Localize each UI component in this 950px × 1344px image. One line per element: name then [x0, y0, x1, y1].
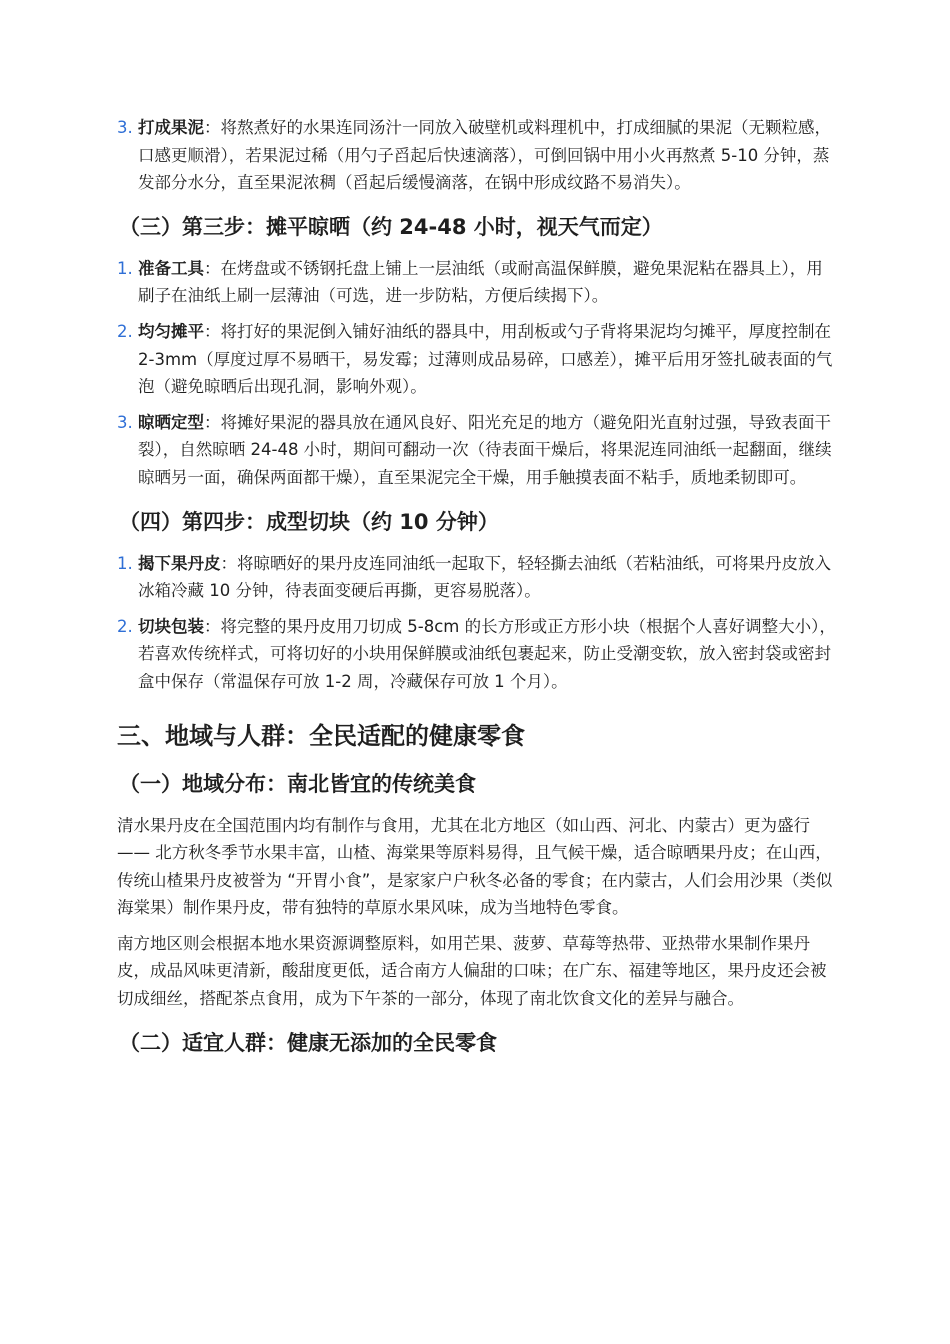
item-title: 晾晒定型 — [138, 412, 204, 432]
list-number: 2. — [117, 321, 133, 341]
step3-heading: （三）第三步：摊平晾晒（约 24-48 小时，视天气而定） — [119, 214, 663, 239]
region-paragraph-south: 南方地区则会根据本地水果资源调整原料，如用芒果、菠萝、草莓等热带、亚热带水果制作果丹皮，成品风味更清新，酸甜度更低，适合南方人偏甜的口味；在广东、福建等地区，果丹皮还会被切成细丝，搭配茶点食用，成为下午茶的一部分，体现了南北饮食文化的差异与融合。 — [117, 933, 827, 1009]
step4-list — [117, 550, 839, 696]
list-item — [117, 550, 839, 605]
audience-heading: （二）适宜人群：健康无添加的全民零食 — [119, 1030, 497, 1055]
list-item — [117, 114, 839, 197]
list-number: 3. — [117, 412, 133, 432]
document-page — [117, 114, 839, 1071]
item-title: 切块包装 — [138, 616, 204, 636]
region-paragraph-north: 清水果丹皮在全国范围内均有制作与食用，尤其在北方地区（如山西、河北、内蒙古）更为盛行 —— 北方秋冬季节水果丰富，山楂、海棠果等原料易得，且气候干燥，适合晾晒果丹皮；在山西，传统山楂果丹皮被誉为 “开胃小食”，是家家户户秋冬必备的零食；在内蒙古，人们会用沙果（类似海棠果）制作果丹皮，带有独特的草原水果风味，成为当地特色零食。 — [117, 815, 833, 918]
list-item — [117, 255, 839, 310]
step4-heading: （四）第四步：成型切块（约 10 分钟） — [119, 509, 499, 534]
item-title: 揭下果丹皮 — [138, 553, 221, 573]
list-number: 3. — [117, 118, 133, 137]
section3-heading: 三、地域与人群：全民适配的健康零食 — [117, 721, 525, 750]
step3-list — [117, 255, 839, 492]
item-title: 准备工具 — [138, 258, 204, 278]
item-text: ：将熬煮好的水果连同汤汁一同放入破壁机或料理机中，打成细腻的果泥（无颗粒感，口感更顺滑），若果泥过稀（用勺子舀起后快速滴落），可倒回锅中用小火再熬煮 5-10 分钟，蒸发部分水分，直至果泥浓稠（舀起后缓慢滴落，在锅中形成纹路不易消失）。 — [138, 118, 831, 193]
item-title: 打成果泥 — [138, 118, 204, 137]
item-title: 均匀摊平 — [138, 321, 204, 341]
item-text: ：在烤盘或不锈钢托盘上铺上一层油纸（或耐高温保鲜膜，避免果泥粘在器具上），用刷子在油纸上刷一层薄油（可选，进一步防粘，方便后续揭下）。 — [138, 258, 823, 306]
region-heading: （一）地域分布：南北皆宜的传统美食 — [119, 771, 476, 796]
item-text: ：将晾晒好的果丹皮连同油纸一起取下，轻轻撕去油纸（若粘油纸，可将果丹皮放入冰箱冷藏 10 分钟，待表面变硬后再撕，更容易脱落）。 — [138, 553, 831, 601]
list-item — [117, 409, 839, 492]
list-number: 1. — [117, 553, 133, 573]
item-text: ：将完整的果丹皮用刀切成 5-8cm 的长方形或正方形小块（根据个人喜好调整大小），若喜欢传统样式，可将切好的小块用保鲜膜或油纸包裹起来，防止受潮变软，放入密封袋或密封盒中保存（常温保存可放 1-2 周，冷藏保存可放 1 个月）。 — [138, 616, 836, 691]
item-text: ：将摊好果泥的器具放在通风良好、阳光充足的地方（避免阳光直射过强，导致表面干裂），自然晾晒 24-48 小时，期间可翻动一次（待表面干燥后，将果泥连同油纸一起翻面，继续晾晒另一面，确保两面都干燥），直至果泥完全干燥，用手触摸表面不粘手，质地柔韧即可。 — [138, 412, 832, 487]
list-number: 2. — [117, 616, 133, 636]
list-item — [117, 318, 839, 401]
item-text: ：将打好的果泥倒入铺好油纸的器具中，用刮板或勺子背将果泥均匀摊平，厚度控制在 2-3mm（厚度过厚不易晒干，易发霉；过薄则成品易碎，口感差），摊平后用牙签扎破表面的气泡（避免晾晒后出现孔洞，影响外观）。 — [138, 321, 833, 397]
list-item — [117, 613, 839, 696]
list-number: 1. — [117, 258, 133, 278]
step2-list — [117, 114, 839, 197]
